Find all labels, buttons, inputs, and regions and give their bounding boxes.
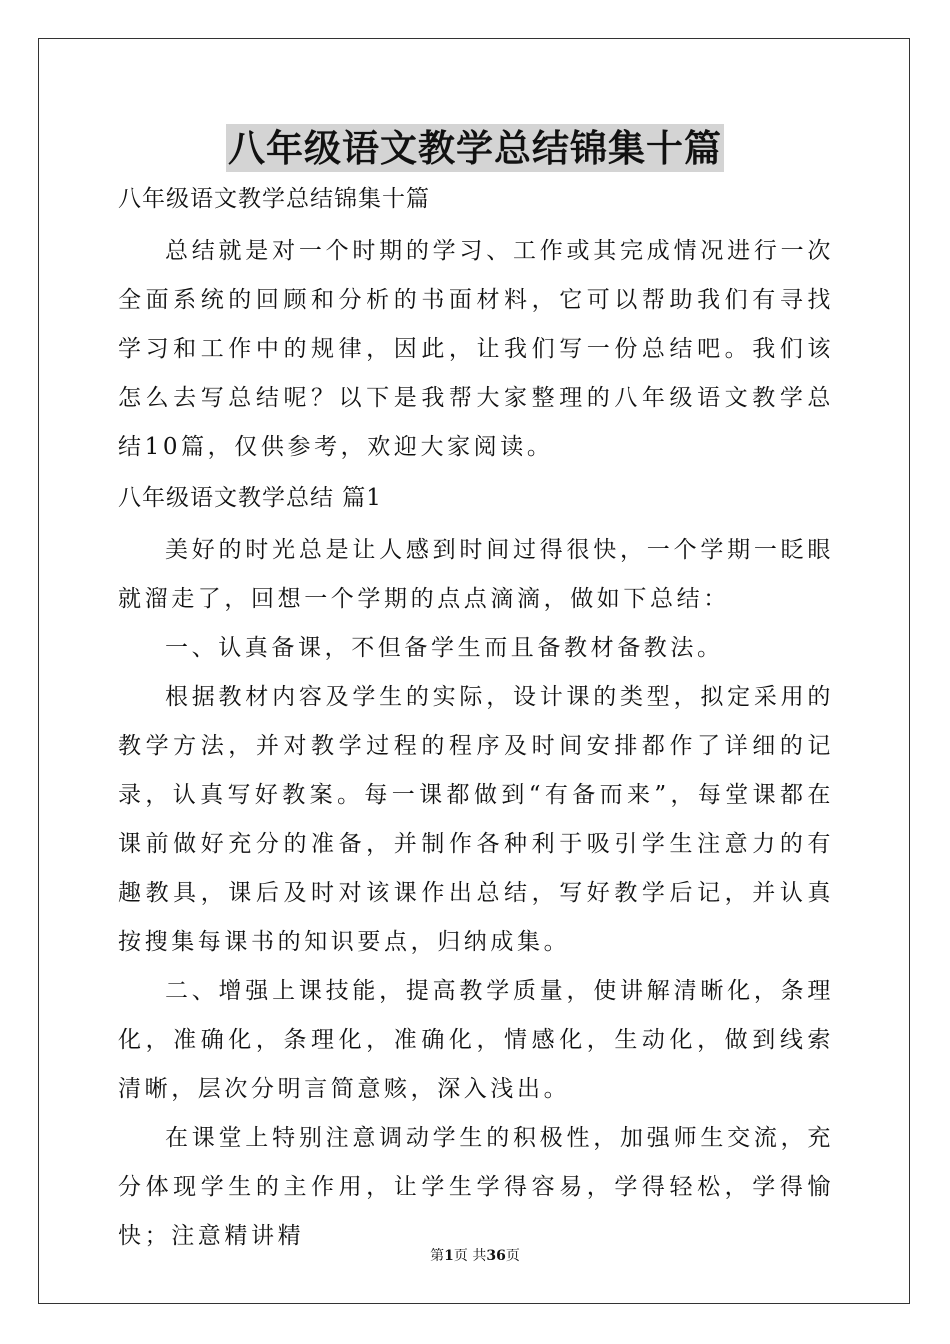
title-container — [0, 124, 950, 172]
body-paragraph: 根据教材内容及学生的实际，设计课的类型，拟定采用的教学方法，并对教学过程的程序及时间安排都作了详细的记录，认真写好教案。每一课都做到“有备而来”，每堂课都在课前做好充分的准备，并制作各种利于吸引学生注意力的有趣教具，课后及时对该课作出总结，写好教学后记，并认真按搜集每课书的知识要点，归纳成集。 — [118, 684, 834, 955]
footer-prefix: 第 — [430, 1248, 445, 1264]
intro-paragraph: 总结就是对一个时期的学习、工作或其完成情况进行一次全面系统的回顾和分析的书面材料，它可以帮助我们有寻找学习和工作中的规律，因此，让我们写一份总结吧。我们该怎么去写总结呢？以下是我帮大家整理的八年级语文教学总结10篇，仅供参考，欢迎大家阅读。 — [118, 238, 834, 460]
total-page-count: 36 — [486, 1248, 506, 1264]
section-heading: 八年级语文教学总结 篇1 — [118, 485, 382, 511]
footer-suffix: 页 — [505, 1248, 520, 1264]
current-page-number: 1 — [444, 1248, 454, 1264]
body-paragraph: 一、认真备课，不但备学生而且备教材备教法。 — [165, 635, 724, 661]
footer-mid: 页 共 — [453, 1248, 487, 1264]
document-title: 八年级语文教学总结锦集十篇 — [228, 126, 722, 170]
body-paragraph: 二、增强上课技能，提高教学质量，使讲解清晰化，条理化，准确化，条理化，准确化，情感化，生动化，做到线索清晰，层次分明言简意赅，深入浅出。 — [118, 978, 834, 1102]
document-body — [118, 181, 834, 1261]
document-subtitle: 八年级语文教学总结锦集十篇 — [118, 186, 430, 212]
body-paragraph: 美好的时光总是让人感到时间过得很快，一个学期一眨眼就溜走了，回想一个学期的点点滴滴，做如下总结： — [118, 537, 834, 612]
body-paragraph: 在课堂上特别注意调动学生的积极性，加强师生交流，充分体现学生的主作用，让学生学得容易，学得轻松，学得愉快；注意精讲精 — [118, 1125, 834, 1249]
page-footer — [0, 1245, 950, 1265]
